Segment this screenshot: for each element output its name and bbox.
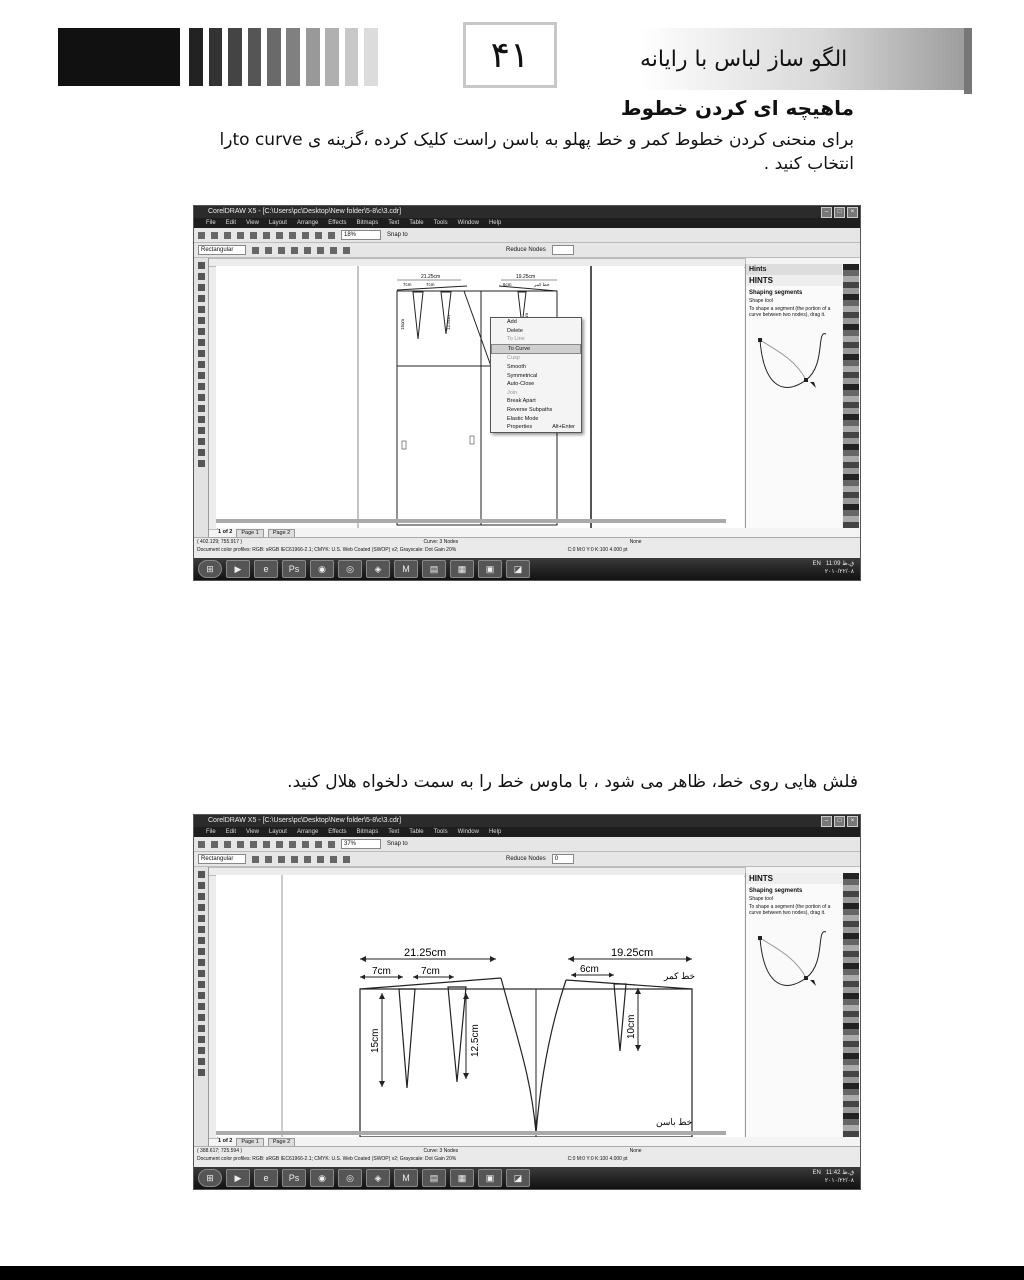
join-nodes-icon[interactable] (278, 247, 285, 254)
redo-icon[interactable] (302, 232, 309, 239)
outline-tool-icon[interactable] (198, 438, 205, 445)
page-count: 1 of 2 (218, 1138, 233, 1144)
pattern-drawing-1 (216, 266, 744, 528)
bottom-bar (0, 1266, 1024, 1280)
shape-tool-icon[interactable] (198, 273, 205, 280)
start-button[interactable]: ⊞ (198, 1169, 222, 1187)
hints-title: HINTS (746, 873, 842, 884)
connector-tool-icon[interactable] (198, 405, 205, 412)
folder-icon[interactable]: ▦ (450, 1169, 474, 1187)
save-icon[interactable] (224, 232, 231, 239)
reduce-nodes-field[interactable]: 0 (552, 854, 574, 864)
properties-label: Properties (507, 424, 533, 431)
hints-title: HINTS (746, 275, 842, 286)
minimize-icon[interactable]: – (821, 816, 832, 827)
page-tab-2[interactable]: Page 2 (268, 1138, 295, 1147)
color-palette[interactable] (843, 264, 859, 528)
chrome-icon[interactable]: ◎ (338, 1169, 362, 1187)
app-icon-1[interactable]: ◉ (310, 1169, 334, 1187)
properties-shortcut: Alt+Enter (552, 424, 575, 431)
label-w-right: 19.25cm (611, 947, 654, 959)
hints-tab-title[interactable]: Hints (746, 264, 842, 275)
menu-text[interactable]: Text (388, 829, 400, 835)
cusp-node-icon[interactable] (330, 856, 337, 863)
screenshot-1 (193, 205, 861, 581)
open-icon[interactable] (211, 841, 218, 848)
export-icon[interactable] (328, 232, 335, 239)
tray-lang[interactable]: EN (812, 1170, 821, 1176)
delete-node-icon[interactable] (265, 856, 272, 863)
pick-tool-icon[interactable] (198, 262, 205, 269)
new-icon[interactable] (198, 232, 205, 239)
photoshop-icon[interactable]: Ps (282, 560, 306, 578)
fill-indicator: None (629, 539, 642, 545)
menu-view[interactable]: View (246, 829, 259, 835)
hints-tool: Shape tool (749, 896, 773, 902)
zoom-field[interactable]: 18% (341, 230, 381, 240)
property-bar (194, 852, 860, 867)
app-icon-2[interactable]: ◈ (366, 1169, 390, 1187)
standard-toolbar (194, 228, 860, 243)
menu-item-auto-close[interactable]: Auto-Close (507, 381, 535, 388)
label-waist: خط کمر (534, 282, 550, 287)
minimize-icon[interactable]: – (821, 207, 832, 218)
cut-icon[interactable] (250, 232, 257, 239)
app-icon-1[interactable]: ◉ (310, 560, 334, 578)
toolbox (194, 867, 209, 1147)
add-node-icon[interactable] (252, 247, 259, 254)
break-curve-icon[interactable] (291, 856, 298, 863)
text-tool-icon[interactable] (198, 372, 205, 379)
paragraph-2: فلش هایی روی خط، ظاهر می شود ، با ماوس خط را به سمت دلخواه هلال کنید. (287, 772, 858, 792)
label-d2: 7cm (426, 282, 435, 287)
menu-arrange[interactable]: Arrange (296, 829, 319, 835)
window-title: CorelDRAW X5 - [C:\Users\pc\Desktop\New folder\5-8\c\3.cdr] (194, 815, 860, 827)
menu-edit[interactable]: Edit (225, 220, 237, 226)
label-d1: 7cm (403, 282, 412, 287)
label-w-left: 21.25cm (421, 274, 441, 280)
menu-item-symmetrical[interactable]: Symmetrical (507, 372, 538, 379)
rectangle-tool-icon[interactable] (198, 937, 205, 944)
color-profile: Document color profiles: RGB: sRGB IEC61966-2.1; CMYK: U.S. Web Coated (SWOP) v2; Grayscale: Dot Gain 20% (197, 1156, 457, 1162)
hints-docker (745, 873, 842, 1137)
zoom-field[interactable]: 37% (341, 839, 381, 849)
menu-effects[interactable]: Effects (328, 829, 347, 835)
color-palette[interactable] (843, 873, 859, 1137)
table-tool-icon[interactable] (198, 383, 205, 390)
menu-item-elastic-mode[interactable]: Elastic Mode (507, 415, 539, 422)
smooth-node-icon[interactable] (343, 247, 350, 254)
label-v1: 15cm (400, 318, 405, 330)
basic-shapes-tool-icon[interactable] (198, 361, 205, 368)
menu-table[interactable]: Table (409, 220, 424, 226)
folder-icon[interactable]: ▦ (450, 560, 474, 578)
color-profile: Document color profiles: RGB: sRGB IEC61966-2.1; CMYK: U.S. Web Coated (SWOP) v2; Grayscale: Dot Gain 20% (197, 547, 457, 553)
cursor-coords: ( 402.129; 755.917 ) (197, 539, 243, 545)
menu-window[interactable]: Window (457, 829, 479, 835)
dimension-tool-icon[interactable] (198, 394, 205, 401)
pick-tool-icon[interactable] (198, 871, 205, 878)
label-w-left: 21.25cm (404, 947, 447, 959)
freehand-tool-icon[interactable] (198, 306, 205, 313)
label-d1: 7cm (372, 966, 391, 977)
status-bar (194, 537, 860, 559)
to-line-icon[interactable] (304, 247, 311, 254)
screenshot-2 (193, 814, 861, 1190)
outline-indicator: C:0 M:0 Y:0 K:100 4.000 pt (567, 547, 628, 553)
print-icon[interactable] (237, 232, 244, 239)
smooth-node-icon[interactable] (343, 856, 350, 863)
notepad-icon[interactable]: ▤ (422, 560, 446, 578)
menu-arrange[interactable]: Arrange (296, 220, 319, 226)
snap-to-button[interactable]: Snap to (387, 232, 408, 238)
tray-clock[interactable] (813, 560, 854, 576)
text-tool-icon[interactable] (198, 981, 205, 988)
menu-bitmaps[interactable]: Bitmaps (356, 829, 379, 835)
menu-text[interactable]: Text (388, 220, 400, 226)
reduce-nodes-label: Reduce Nodes (506, 856, 546, 862)
property-bar (194, 243, 860, 258)
label-waist: خط کمر (664, 971, 696, 981)
standard-toolbar (194, 837, 860, 852)
label-v3: 10cm (626, 1014, 637, 1039)
menu-item-break-apart[interactable]: Break Apart (507, 398, 536, 405)
explorer-icon[interactable]: ▣ (478, 1169, 502, 1187)
crop-tool-icon[interactable] (198, 284, 205, 291)
reduce-nodes-field[interactable] (552, 245, 574, 255)
menu-item-to-line[interactable]: To Line (507, 336, 525, 343)
taskbar (194, 558, 860, 580)
reduce-nodes-label: Reduce Nodes (506, 247, 546, 253)
shaping-illustration (746, 320, 842, 410)
page-tab-1[interactable]: Page 1 (236, 529, 263, 538)
page-tab-2[interactable]: Page 2 (268, 529, 295, 538)
section-title: ماهیچه ای کردن خطوط (620, 96, 854, 120)
basic-shapes-tool-icon[interactable] (198, 970, 205, 977)
menu-item-join[interactable]: Join (507, 389, 518, 396)
save-icon[interactable] (224, 841, 231, 848)
chrome-icon[interactable]: ◎ (338, 560, 362, 578)
open-icon[interactable] (211, 232, 218, 239)
table-tool-icon[interactable] (198, 992, 205, 999)
label-d3: 6cm (503, 282, 512, 287)
paste-icon[interactable] (276, 232, 283, 239)
window-controls (821, 207, 858, 218)
notepad-icon[interactable]: ▤ (422, 1169, 446, 1187)
paste-icon[interactable] (276, 841, 283, 848)
ellipse-tool-icon[interactable] (198, 339, 205, 346)
smart-fill-tool-icon[interactable] (198, 926, 205, 933)
label-hip: خط باسن (656, 1117, 693, 1127)
redo-icon[interactable] (302, 841, 309, 848)
tray-lang[interactable]: EN (812, 561, 821, 567)
ellipse-tool-icon[interactable] (198, 948, 205, 955)
menu-item-smooth[interactable]: Smooth (507, 363, 526, 370)
hints-text: To shape a segment (the portion of a curve between two nodes), drag it. (749, 306, 831, 318)
menu-effects[interactable]: Effects (328, 220, 347, 226)
menu-layout[interactable]: Layout (268, 220, 287, 226)
page-tab-1[interactable]: Page 1 (236, 1138, 263, 1147)
drawing-canvas[interactable] (216, 266, 744, 528)
interactive-fill-tool-icon[interactable] (198, 1069, 205, 1076)
outline-indicator: C:0 M:0 Y:0 K:100 4.000 pt (567, 1156, 628, 1162)
menu-bar (194, 218, 860, 228)
menu-file[interactable]: File (206, 829, 216, 835)
to-curve-icon[interactable] (317, 856, 324, 863)
menu-tools[interactable]: Tools (433, 220, 448, 226)
mail-icon[interactable]: M (394, 1169, 418, 1187)
menu-item-properties[interactable] (491, 423, 581, 432)
hints-docker (745, 264, 842, 528)
cut-icon[interactable] (250, 841, 257, 848)
label-v1: 15cm (370, 1028, 381, 1053)
media-player-icon[interactable]: ▶ (226, 1169, 250, 1187)
page-count: 1 of 2 (218, 529, 233, 535)
fill-tool-icon[interactable] (198, 449, 205, 456)
polygon-tool-icon[interactable] (198, 959, 205, 966)
hints-tool: Shape tool (749, 298, 773, 304)
start-button[interactable]: ⊞ (198, 560, 222, 578)
join-nodes-icon[interactable] (278, 856, 285, 863)
undo-icon[interactable] (289, 232, 296, 239)
menu-view[interactable]: View (246, 220, 259, 226)
drawing-canvas[interactable] (216, 875, 744, 1137)
zoom-tool-icon[interactable] (198, 295, 205, 302)
hints-subtitle: Shaping segments (749, 888, 803, 894)
connector-tool-icon[interactable] (198, 1014, 205, 1021)
interactive-fill-tool-icon[interactable] (198, 460, 205, 467)
header-solid-block (58, 28, 180, 86)
label-d3: 6cm (580, 964, 599, 975)
menu-tools[interactable]: Tools (433, 829, 448, 835)
explorer-icon[interactable]: ▣ (478, 560, 502, 578)
smart-fill-tool-icon[interactable] (198, 317, 205, 324)
menu-help[interactable]: Help (488, 829, 502, 835)
clock-time: 11:09 ق.ظ (825, 561, 854, 567)
app-icon-2[interactable]: ◈ (366, 560, 390, 578)
ie-icon[interactable]: e (254, 560, 278, 578)
polygon-tool-icon[interactable] (198, 350, 205, 357)
close-icon[interactable]: × (847, 207, 858, 218)
pattern-drawing-2 (216, 875, 744, 1137)
export-icon[interactable] (328, 841, 335, 848)
page-number: ۴۱ (463, 22, 557, 88)
maximize-icon[interactable]: □ (834, 207, 845, 218)
menu-item-delete[interactable]: Delete (507, 327, 523, 334)
to-curve-icon[interactable] (317, 247, 324, 254)
shaping-illustration (746, 918, 842, 1008)
mail-icon[interactable]: M (394, 560, 418, 578)
selection-info: Curve: 3 Nodes (423, 1148, 459, 1154)
context-menu (490, 317, 582, 433)
menu-edit[interactable]: Edit (225, 829, 237, 835)
label-v2: 12.5cm (470, 1024, 481, 1057)
eyedropper-tool-icon[interactable] (198, 1036, 205, 1043)
to-line-icon[interactable] (304, 856, 311, 863)
shape-tool-icon[interactable] (198, 882, 205, 889)
header-decor-bars (58, 28, 378, 86)
tray-clock[interactable] (813, 1169, 854, 1185)
selection-mode-select[interactable]: Rectangular (198, 245, 246, 255)
delete-node-icon[interactable] (265, 247, 272, 254)
menu-table[interactable]: Table (409, 829, 424, 835)
label-v2: 12.5cm (446, 315, 451, 330)
cursor-coords: ( 388.617; 725.594 ) (197, 1148, 243, 1154)
zoom-tool-icon[interactable] (198, 904, 205, 911)
clock-time: 11:42 ق.ظ (825, 1170, 854, 1176)
maximize-icon[interactable]: □ (834, 816, 845, 827)
selection-mode-select[interactable]: Rectangular (198, 854, 246, 864)
menu-bar (194, 827, 860, 837)
hints-text: To shape a segment (the portion of a curve between two nodes), drag it. (749, 904, 831, 916)
import-icon[interactable] (315, 232, 322, 239)
fill-tool-icon[interactable] (198, 1058, 205, 1065)
photoshop-icon[interactable]: Ps (282, 1169, 306, 1187)
window-controls (821, 816, 858, 827)
add-node-icon[interactable] (252, 856, 259, 863)
print-icon[interactable] (237, 841, 244, 848)
menu-bitmaps[interactable]: Bitmaps (356, 220, 379, 226)
rectangle-tool-icon[interactable] (198, 328, 205, 335)
clock-date: ۲۰۱۰/۲۲/۰۸ (824, 1178, 854, 1184)
media-player-icon[interactable]: ▶ (226, 560, 250, 578)
outline-tool-icon[interactable] (198, 1047, 205, 1054)
status-bar (194, 1146, 860, 1168)
snap-to-button[interactable]: Snap to (387, 841, 408, 847)
fill-indicator: None (629, 1148, 642, 1154)
book-title-edge (964, 28, 972, 94)
cusp-node-icon[interactable] (330, 247, 337, 254)
coreldraw-icon[interactable]: ◪ (506, 1169, 530, 1187)
new-icon[interactable] (198, 841, 205, 848)
window-title: CorelDRAW X5 - [C:\Users\pc\Desktop\New folder\5-8\c\3.cdr] (194, 206, 860, 218)
close-icon[interactable]: × (847, 816, 858, 827)
copy-icon[interactable] (263, 841, 270, 848)
import-icon[interactable] (315, 841, 322, 848)
menu-item-cusp[interactable]: Cusp (507, 355, 520, 362)
copy-icon[interactable] (263, 232, 270, 239)
menu-item-add[interactable]: Add (507, 319, 517, 325)
freehand-tool-icon[interactable] (198, 915, 205, 922)
blend-tool-icon[interactable] (198, 416, 205, 423)
dimension-tool-icon[interactable] (198, 1003, 205, 1010)
ie-icon[interactable]: e (254, 1169, 278, 1187)
break-curve-icon[interactable] (291, 247, 298, 254)
selection-info: Curve: 3 Nodes (423, 539, 459, 545)
label-d2: 7cm (421, 966, 440, 977)
crop-tool-icon[interactable] (198, 893, 205, 900)
label-w-right: 19.25cm (516, 274, 536, 280)
book-title: الگو ساز لباس با رایانه (640, 46, 848, 72)
menu-item-to-curve[interactable]: To Curve (491, 344, 581, 355)
blend-tool-icon[interactable] (198, 1025, 205, 1032)
paragraph-1: برای منحنی کردن خطوط کمر و خط پهلو به باسن راست کلیک کرده ،گزینه ی to curveرا انتخاب کنید . (219, 130, 854, 174)
toolbox (194, 258, 209, 538)
menu-window[interactable]: Window (457, 220, 479, 226)
undo-icon[interactable] (289, 841, 296, 848)
menu-help[interactable]: Help (488, 220, 502, 226)
clock-date: ۲۰۱۰/۲۲/۰۸ (824, 569, 854, 575)
book-title-banner (640, 28, 972, 90)
menu-layout[interactable]: Layout (268, 829, 287, 835)
menu-file[interactable]: File (206, 220, 216, 226)
taskbar (194, 1167, 860, 1189)
hints-subtitle: Shaping segments (749, 290, 803, 296)
eyedropper-tool-icon[interactable] (198, 427, 205, 434)
coreldraw-icon[interactable]: ◪ (506, 560, 530, 578)
menu-item-reverse-subpaths[interactable]: Reverse Subpaths (507, 406, 553, 413)
